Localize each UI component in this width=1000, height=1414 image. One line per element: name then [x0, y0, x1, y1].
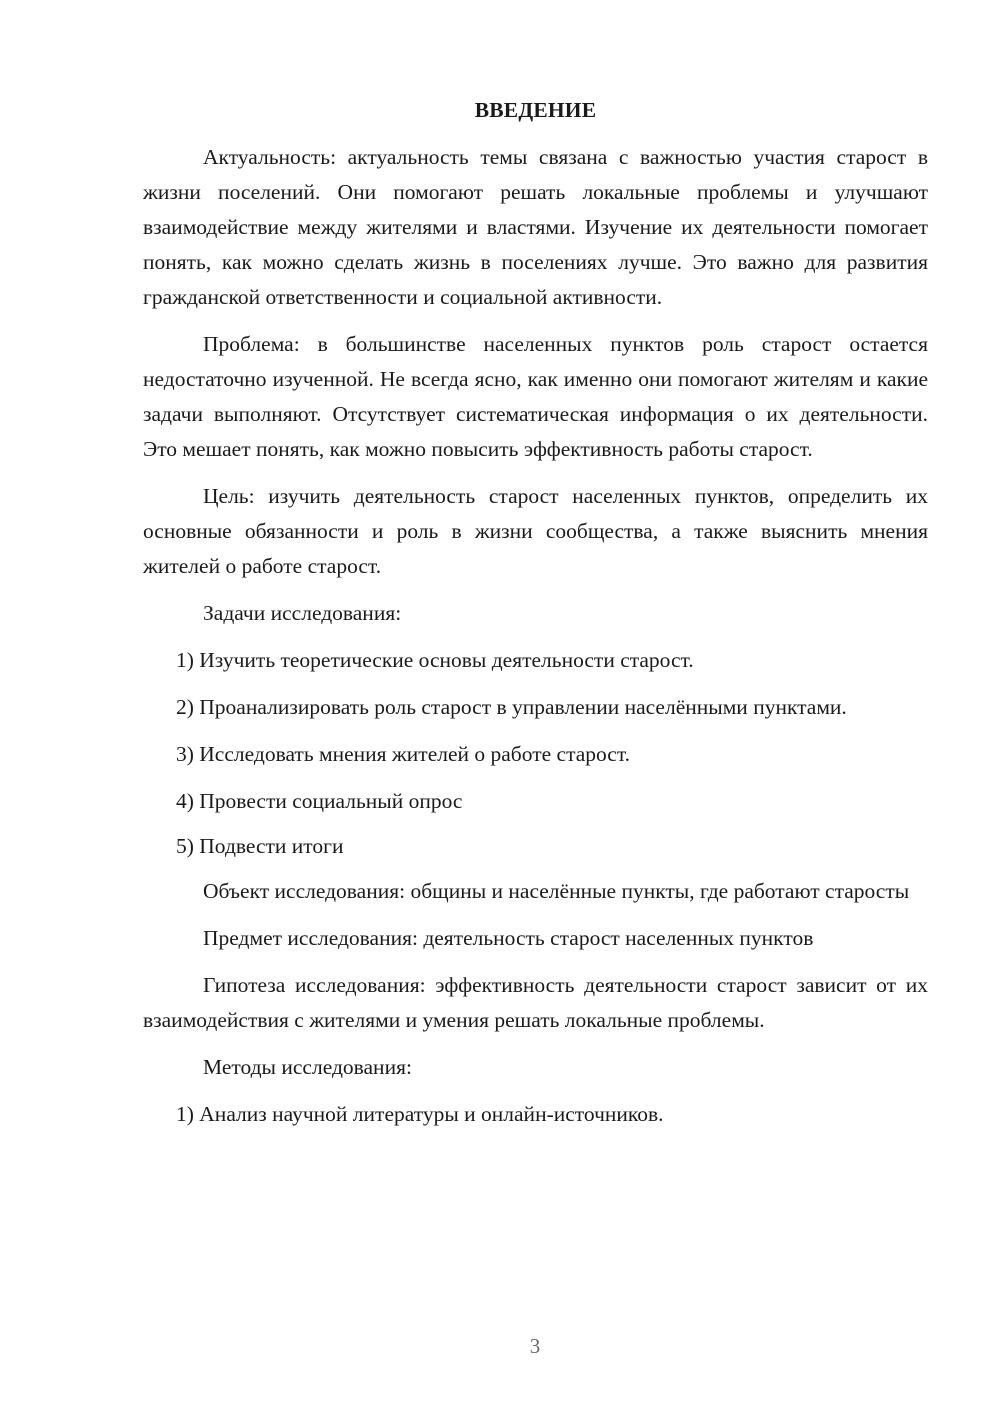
paragraph-goal: Цель: изучить деятельность старост населенных пунктов, определить их основные обязанности и роль в жизни сообщества, а также выяснить мнения жителей о работе старост.: [143, 484, 928, 578]
page-title: ВВЕДЕНИЕ: [474, 98, 597, 122]
list-item-task-2: 2) Проанализировать роль старост в управлении населёнными пунктами.: [176, 695, 847, 719]
paragraph-hypothesis: Гипотеза исследования: эффективность деятельности старост зависит от их взаимодействия с жителями и умения решать локальные проблемы.: [143, 973, 928, 1032]
paragraph-problem: Проблема: в большинстве населенных пунктов роль старост остается недостаточно изученной. Не всегда ясно, как именно они помогают жителям и какие задачи выполняют. Отсутствует систематическая информация о их деятельности. Это мешает понять, как можно повысить эффективность работы старост.: [143, 332, 928, 461]
paragraph-relevance: Актуальность: актуальность темы связана с важностью участия старост в жизни поселений. Они помогают решать локальные проблемы и улучшают взаимодействие между жителями и властями. Изучение их деятельности помогает понять, как можно сделать жизнь в поселениях лучше. Это важно для развития гражданской ответственности и социальной активности.: [143, 145, 928, 309]
list-item-task-3: 3) Исследовать мнения жителей о работе старост.: [176, 742, 630, 766]
list-item-method-1: 1) Анализ научной литературы и онлайн-источников.: [176, 1102, 664, 1126]
page-number: 3: [529, 1334, 541, 1358]
list-item-task-1: 1) Изучить теоретические основы деятельности старост.: [176, 648, 694, 672]
paragraph-object: Объект исследования: общины и населённые пункты, где работают старосты: [203, 879, 910, 903]
list-item-task-5: 5) Подвести итоги: [176, 834, 344, 858]
paragraph-subject: Предмет исследования: деятельность старост населенных пунктов: [203, 926, 814, 950]
paragraph-tasks-heading: Задачи исследования:: [203, 601, 402, 625]
list-item-task-4: 4) Провести социальный опрос: [176, 789, 463, 813]
document-page: [143, 95, 928, 1144]
paragraph-methods-heading: Методы исследования:: [203, 1055, 412, 1079]
